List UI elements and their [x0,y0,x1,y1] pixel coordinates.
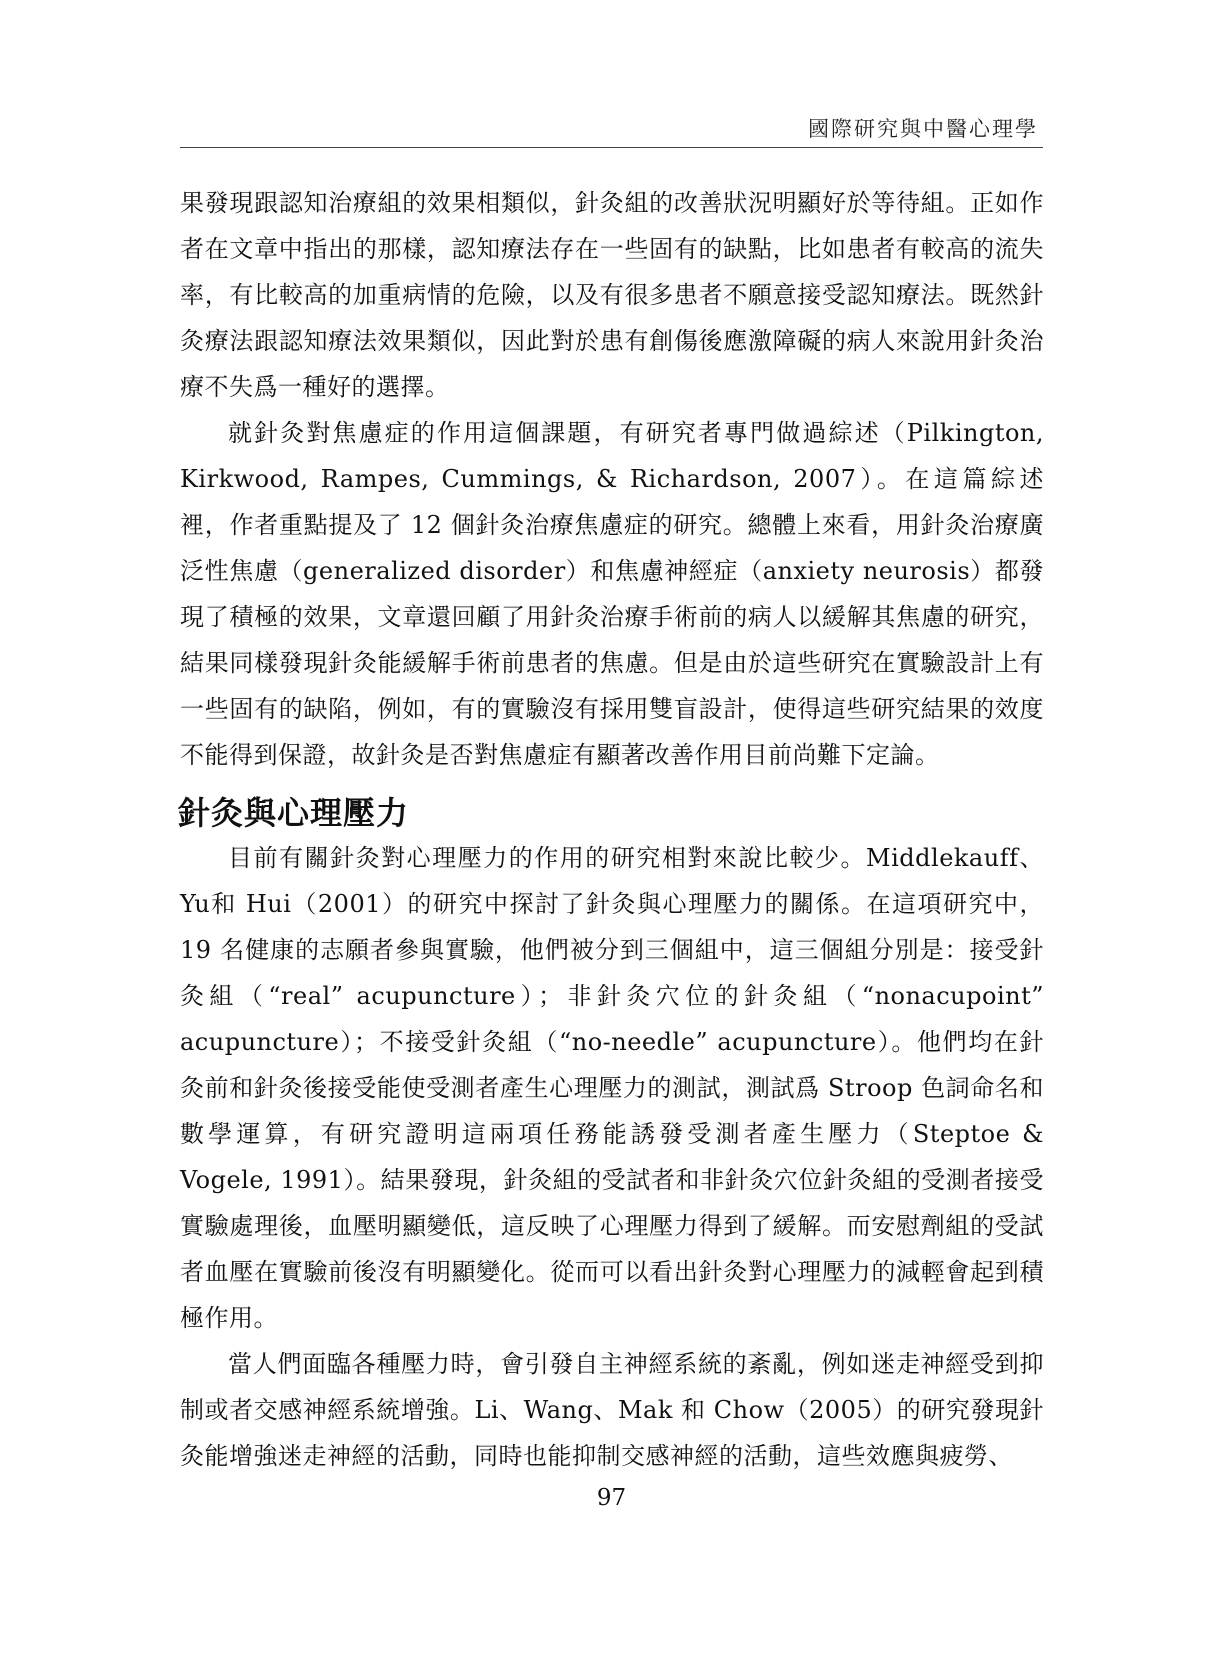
paragraph-stress-study: 目前有關針灸對心理壓力的作用的研究相對來說比較少。Middlekauff、Yu和 Hui（2001）的研究中探討了針灸與心理壓力的關係。在這項研究中，19 名健康的志願者參與實驗，他們被分到三個組中，這三個組分別是：接受針灸組（“real” acupuncture）；非針灸穴位的針灸組（“nonacupoint” acupuncture）；不接受針灸組（“no-needle” acupuncture）。他們均在針灸前和針灸後接受能使受測者產生心理壓力的測試，測試爲 Stroop 色詞命名和數學運算，有研究證明這兩項任務能誘發受測者產生壓力（Steptoe & Vogele, 1991）。結果發現，針灸組的受試者和非針灸穴位針灸組的受測者接受實驗處理後，血壓明顯變低，這反映了心理壓力得到了緩解。而安慰劑組的受試者血壓在實驗前後沒有明顯變化。從而可以看出針灸對心理壓力的減輕會起到積極作用。 [180,844,1044,1332]
paragraph-continued: 果發現跟認知治療組的效果相類似，針灸組的改善狀況明顯好於等待組。正如作者在文章中指出的那樣，認知療法存在一些固有的缺點，比如患者有較高的流失率，有比較高的加重病情的危險，以及有很多患者不願意接受認知療法。既然針灸療法跟認知療法效果類似，因此對於患有創傷後應激障礙的病人來說用針灸治療不失爲一種好的選擇。 [180,189,1044,401]
section-heading: 針灸與心理壓力 [178,794,410,832]
paragraph-autonomic: 當人們面臨各種壓力時，會引發自主神經系統的紊亂，例如迷走神經受到抑制或者交感神經系統增強。Li、Wang、Mak 和 Chow（2005）的研究發現針灸能增強迷走神經的活動，同時也能抑制交感神經的活動，這些效應與疲勞、 [180,1350,1044,1470]
page-number: 97 [596,1485,627,1511]
running-header-title: 國際研究與中醫心理學 [808,117,1038,141]
top-text-block [180,180,1044,778]
paragraph-anxiety-review: 就針灸對焦慮症的作用這個課題，有研究者專門做過綜述（Pilkington, Kirkwood, Rampes, Cummings, & Richardson, 2007）。在這篇綜述裡，作者重點提及了 12 個針灸治療焦慮症的研究。總體上來看，用針灸治療廣泛性焦慮（generalized disorder）和焦慮神經症（anxiety neurosis）都發現了積極的效果，文章還回顧了用針灸治療手術前的病人以緩解其焦慮的研究，結果同樣發現針灸能緩解手術前患者的焦慮。但是由於這些研究在實驗設計上有一些固有的缺陷，例如，有的實驗沒有採用雙盲設計，使得這些研究結果的效度不能得到保證，故針灸是否對焦慮症有顯著改善作用目前尚難下定論。 [180,419,1044,769]
header-divider [180,147,1043,148]
bottom-text-block [180,835,1044,1479]
